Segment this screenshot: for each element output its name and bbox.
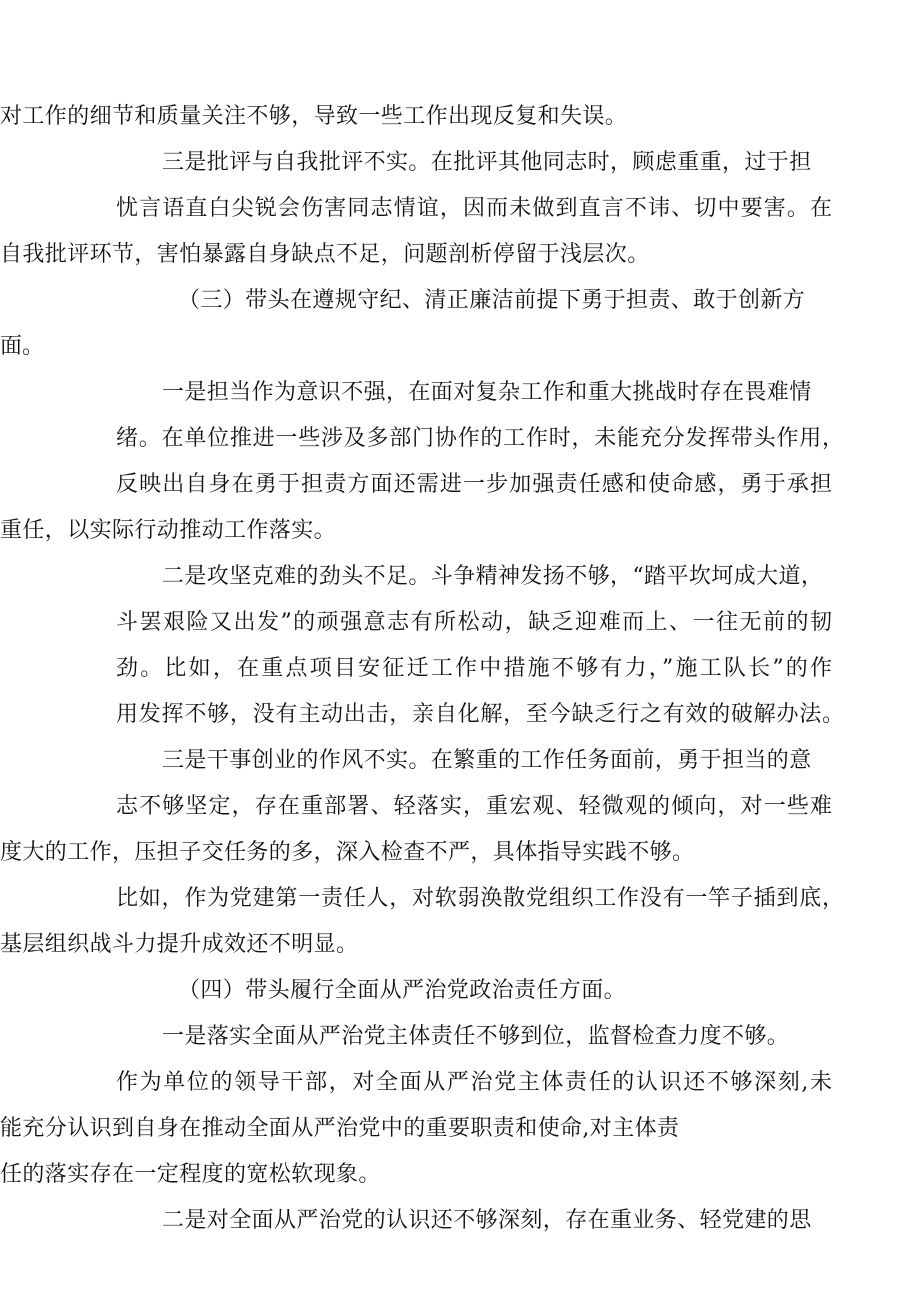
paragraph-6-line-5: 基层组织战斗力提升成效还不明显。 [0, 932, 359, 957]
paragraph-5-line-2: 斗罢艰险又出发”的顽强意志有所松动，缺乏迎难而上、一往无前的韧 [116, 610, 832, 635]
paragraph-6-line-4: 比如，作为党建第一责任人，对软弱涣散党组织工作没有一竿子插到底， [116, 886, 844, 911]
paragraph-9-line-1: 二是对全面从严治党的认识还不够深刻，存在重业务、轻党建的思 [162, 1208, 812, 1233]
paragraph-4-line-2: 绪。在单位推进一些涉及多部门协作的工作时，未能充分发挥带头作用， [116, 426, 844, 451]
paragraph-6-line-2: 志不够坚定，存在重部署、轻落实，重宏观、轻微观的倾向，对一些难 [116, 794, 832, 819]
paragraph-6-line-3: 度大的工作，压担子交任务的多，深入检查不严，具体指导实践不够。 [0, 840, 695, 865]
paragraph-2-line-3: 自我批评环节，害怕暴露自身缺点不足，问题剖析停留于浅层次。 [0, 242, 650, 267]
paragraph-4-line-1: 一是担当作为意识不强，在面对复杂工作和重大挑战时存在畏难情 [162, 380, 812, 405]
paragraph-5-line-4: 用发挥不够，没有主动出击，亲自化解，至今缺乏行之有效的破解办法。 [116, 702, 844, 727]
section-heading-3-line-1: （三）带头在遵规守纪、清正廉洁前提下勇于担责、敢于创新方 [178, 288, 806, 313]
paragraph-4-line-4: 重任，以实际行动推动工作落实。 [0, 518, 337, 543]
paragraph-4-line-3: 反映出自身在勇于担责方面还需进一步加强责任感和使命感，勇于承担 [116, 472, 832, 497]
paragraph-2-line-1: 三是批评与自我批评不实。在批评其他同志时，顾虑重重，过于担 [162, 150, 812, 175]
paragraph-8-line-4: 任的落实存在一定程度的宽松软现象。 [0, 1162, 381, 1187]
paragraph-1-line-1: 对工作的细节和质量关注不够，导致一些工作出现反复和失误。 [0, 104, 628, 129]
paragraph-8-line-3: 能充分认识到自身在推动全面从严治党中的重要职责和使命,对主体责 [0, 1116, 680, 1141]
paragraph-6-line-1: 三是干事创业的作风不实。在繁重的工作任务面前，勇于担当的意 [162, 748, 812, 773]
paragraph-2-line-2: 忧言语直白尖锐会伤害同志情谊，因而未做到直言不讳、切中要害。在 [116, 196, 832, 221]
paragraph-5-line-1: 二是攻坚克难的劲头不足。斗争精神发扬不够，“踏平坎坷成大道， [162, 564, 824, 589]
section-heading-4: （四）带头履行全面从严治党政治责任方面。 [178, 978, 627, 1003]
section-heading-3-line-2: 面。 [0, 334, 45, 359]
paragraph-5-line-3: 劲。比如，在重点项目安征迁工作中措施不够有力，”施工队长”的作 [116, 656, 832, 681]
paragraph-8-line-1: 一是落实全面从严治党主体责任不够到位，监督检查力度不够。 [162, 1024, 790, 1049]
paragraph-8-line-2: 作为单位的领导干部，对全面从严治党主体责任的认识还不够深刻,未 [116, 1070, 832, 1095]
